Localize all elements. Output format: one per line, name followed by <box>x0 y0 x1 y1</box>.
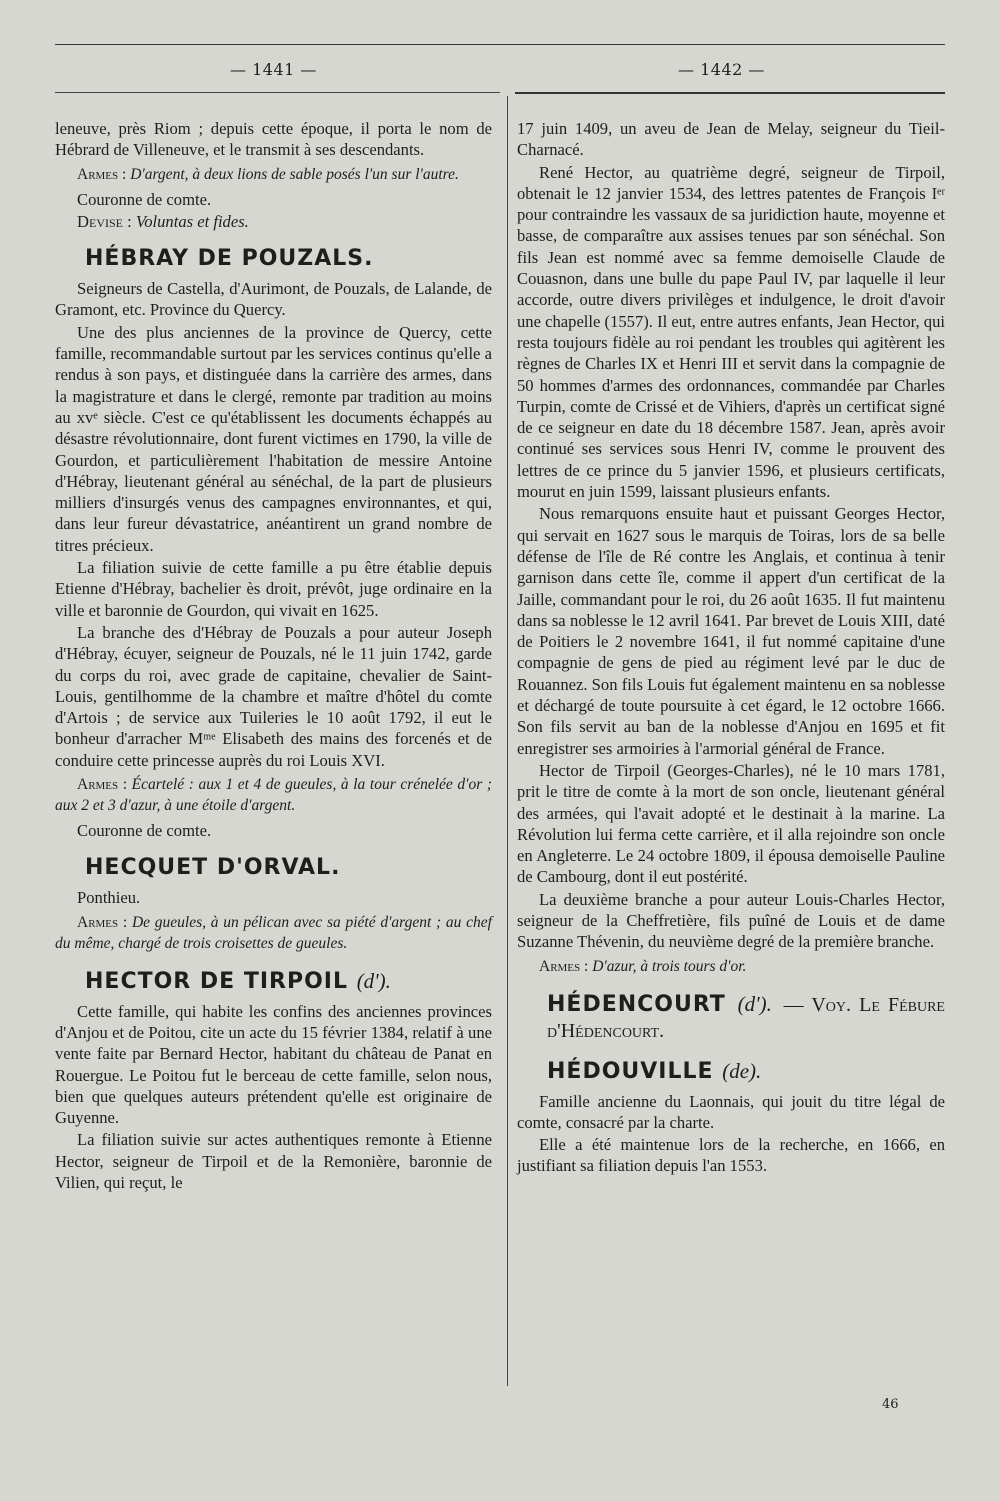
entry-heading-hecquet: HECQUET D'ORVAL. <box>85 855 341 881</box>
paragraph: Ponthieu. <box>77 888 141 908</box>
arms-text: De gueules, à un pélican avec sa piété d'argent ; au chef du même, chargé de trois croisettes de gueules. <box>55 913 492 952</box>
entry-heading-hector <box>85 968 492 995</box>
entry-heading-hebray: HÉBRAY DE POUZALS. <box>85 246 374 272</box>
paragraph: 17 juin 1409, un aveu de Jean de Melay, seigneur du Tieil-Charnacé. <box>517 119 945 160</box>
cross-reference: — Voy. Le Fébure d'Hédencourt. <box>547 993 945 1042</box>
left-page-number: — 1441 — <box>230 60 317 79</box>
column-separator <box>507 96 508 1386</box>
paragraph: Elle a été maintenue lors de la recherche, en 1666, en justifiant sa filiation depuis l'an 1553. <box>517 1135 945 1176</box>
arms-text: Écartelé : aux 1 et 4 de gueules, à la tour crénelée d'or ; aux 2 et 3 d'azur, à une étoile d'argent. <box>55 776 492 815</box>
devise-label: Devise <box>77 211 123 231</box>
paragraph: Cette famille, qui habite les confins des anciennes provinces d'Anjou et de Poitou, cite un acte du 15 février 1384, relatif à une vente faite par Bernard Hector, habitant du château de Panat en Rouergue. Le Poitou fut le berceau de cette famille, selon nous, bien que quelques auteurs prétendent qu'elle est originaire de Guyenne. <box>55 1001 492 1128</box>
arms-line: Armes : De gueules, à un pélican avec sa piété d'argent ; au chef du même, chargé de trois croisettes de gueules. <box>55 913 492 952</box>
arms-line: Armes : Écartelé : aux 1 et 4 de gueules, à la tour crénelée d'or ; aux 2 et 3 d'azur, à une étoile d'argent. <box>55 776 492 815</box>
paragraph: Hector de Tirpoil (Georges-Charles), né le 10 mars 1781, prit le titre de comte à la mort de son oncle, lieutenant général des armées, qui l'avait adopté et le destinait à la marine. La Révolution lui ferma cette carrière, et il alla rejoindre son oncle en Angleterre. Le 24 octobre 1809, il épousa demoiselle Pauline de Cambourg, dont il eut postérité. <box>517 760 945 887</box>
devise-text: Voluntas et fides. <box>135 211 249 231</box>
paragraph: Famille ancienne du Laonnais, qui jouit du titre légal de comte, consacré par la charte. <box>517 1091 945 1132</box>
arms-text: D'argent, à deux lions de sable posés l'un sur l'autre. <box>130 165 459 183</box>
arms-label: Armes <box>77 913 119 931</box>
crown-line: Couronne de comte. <box>77 189 212 209</box>
entry-heading-hedouville <box>547 1058 945 1085</box>
arms-label: Armes <box>539 957 581 975</box>
paragraph: Nous remarquons ensuite haut et puissant Georges Hector, qui servait en 1627 sous le marquis de Toiras, lors de sa belle défense de l'île de Ré contre les Anglais, et continua à tenir garnison dans cette île, comme il appert d'un certificat de la Jaille, commandant pour le roi, du 26 août 1635. Il fut maintenu dans sa noblesse le 12 avril 1641. Par brevet de Louis XIII, daté de Poitiers le 2 novembre 1641, il fut nommé capitaine d'une compagnie de gens de pied au régiment levé par le duc de Rouannez. Son fils Louis fut également maintenu en sa noblesse et déchargé de toute poursuite à cet égard, le 12 octobre 1666. Son fils servit au ban de la noblesse d'Anjou en 1695 et fit enregistrer ses armoiries à l'armorial général de France. <box>517 504 945 758</box>
entry-heading-suffix: (d'). <box>737 991 772 1016</box>
paragraph: Une des plus anciennes de la province de Quercy, cette famille, recommandable surtout par les services continus qu'elle a rendus à son pays, et distinguée dans la carrière des armes, dans la magistrature et dans le clergé, remonte par tradition au moins au xvᵉ siècle. C'est ce qu'établissent les documents échappés au désastre révolutionnaire, dont furent victimes en 1790, la ville de Gourdon, et particulièrement l'habitation de messire Antoine d'Hébray, lieutenant général au sénéchal, de la part de plusieurs milliers d'insurgés venus des campagnes environnantes, et qui, dans leur fureur dévastatrice, anéantirent un grand nombre de titres précieux. <box>55 322 492 555</box>
header-rule-right <box>515 92 945 94</box>
paragraph: René Hector, au quatrième degré, seigneur de Tirpoil, obtenait le 12 janvier 1534, des lettres patentes de François Iᵉʳ pour contraindre les vassaux de sa juridiction haute, moyenne et basse, de comparaître aux assises tenues par son sénéchal. Son fils Jean est nommé avec sa femme demoiselle Claude de Couasnon, dans une bulle du pape Paul IV, par laquelle il leur accorde, outre divers privilèges et indulgence, le droit d'avoir une chapelle (1557). Il eut, entre autres enfants, Jean Hector, qui resta toujours fidèle au roi pendant les troubles qui agitèrent les règnes de Charles IX et Henri III et servit dans la compagnie de 50 hommes d'armes des ordonnances, commandée par Charles Turpin, comte de Crissé et de Vihiers, d'après un certificat signé de ce seigneur en date du 18 décembre 1587. Jean, après avoir continué ses services sous Henri IV, comme le prouvent des lettres de ce prince du 5 janvier 1596, et plusieurs certificats, mourut en juin 1599, laissant plusieurs enfants. <box>517 162 945 502</box>
paragraph: Seigneurs de Castella, d'Aurimont, de Pouzals, de Lalande, de Gramont, etc. Province du Quercy. <box>55 279 492 320</box>
paragraph: La filiation suivie sur actes authentiques remonte à Etienne Hector, seigneur de Tirpoil et de la Remonière, baronnie de Vilien, qui reçut, le <box>55 1130 492 1192</box>
top-rule <box>55 44 945 45</box>
entry-heading-hedencourt <box>547 991 945 1044</box>
entry-heading-name: HÉDENCOURT <box>547 991 726 1017</box>
entry-heading-name: HÉDOUVILLE <box>547 1058 714 1084</box>
arms-line: Armes : D'argent, à deux lions de sable posés l'un sur l'autre. <box>77 165 459 183</box>
arms-line: Armes : D'azur, à trois tours d'or. <box>539 957 747 975</box>
right-column <box>517 118 945 1178</box>
paragraph: La filiation suivie de cette famille a pu être établie depuis Etienne d'Hébray, bachelier ès droit, prévôt, juge ordinaire en la ville et baronnie de Gourdon, qui vivait en 1625. <box>55 558 492 620</box>
paragraph: La branche des d'Hébray de Pouzals a pour auteur Joseph d'Hébray, écuyer, seigneur de Pouzals, né le 11 juin 1742, garde du corps du roi, avec grade de capitaine, chevalier de Saint-Louis, gentilhomme de la chambre et maître d'hôtel du comte d'Artois ; de service aux Tuileries le 10 août 1792, il eut le bonheur d'arracher Mᵐᵉ Elisabeth des mains des forcenés et de conduire cette princesse auprès du roi Louis XVI. <box>55 622 492 770</box>
entry-heading-name: HECTOR DE TIRPOIL <box>85 968 349 994</box>
crown-line: Couronne de comte. <box>77 821 212 841</box>
right-page-number: — 1442 — <box>678 60 765 79</box>
paragraph: La deuxième branche a pour auteur Louis-Charles Hector, seigneur de la Cheffretière, fils puîné de Louis et de dame Suzanne Thévenin, du neuvième degré de la première branche. <box>517 889 945 952</box>
paragraph: leneuve, près Riom ; depuis cette époque, il porta le nom de Hébrard de Villeneuve, et le transmit à ses descendants. <box>55 119 492 160</box>
signature-mark: 46 <box>882 1397 899 1412</box>
left-column <box>55 118 492 1194</box>
arms-label: Armes <box>77 776 119 794</box>
entry-heading-suffix: (d'). <box>356 968 391 993</box>
arms-text: D'azur, à trois tours d'or. <box>592 957 747 975</box>
arms-label: Armes <box>77 165 119 183</box>
header-rule-left <box>55 92 500 93</box>
devise-line: Devise : Voluntas et fides. <box>77 211 249 231</box>
entry-heading-suffix: (de). <box>722 1058 762 1083</box>
